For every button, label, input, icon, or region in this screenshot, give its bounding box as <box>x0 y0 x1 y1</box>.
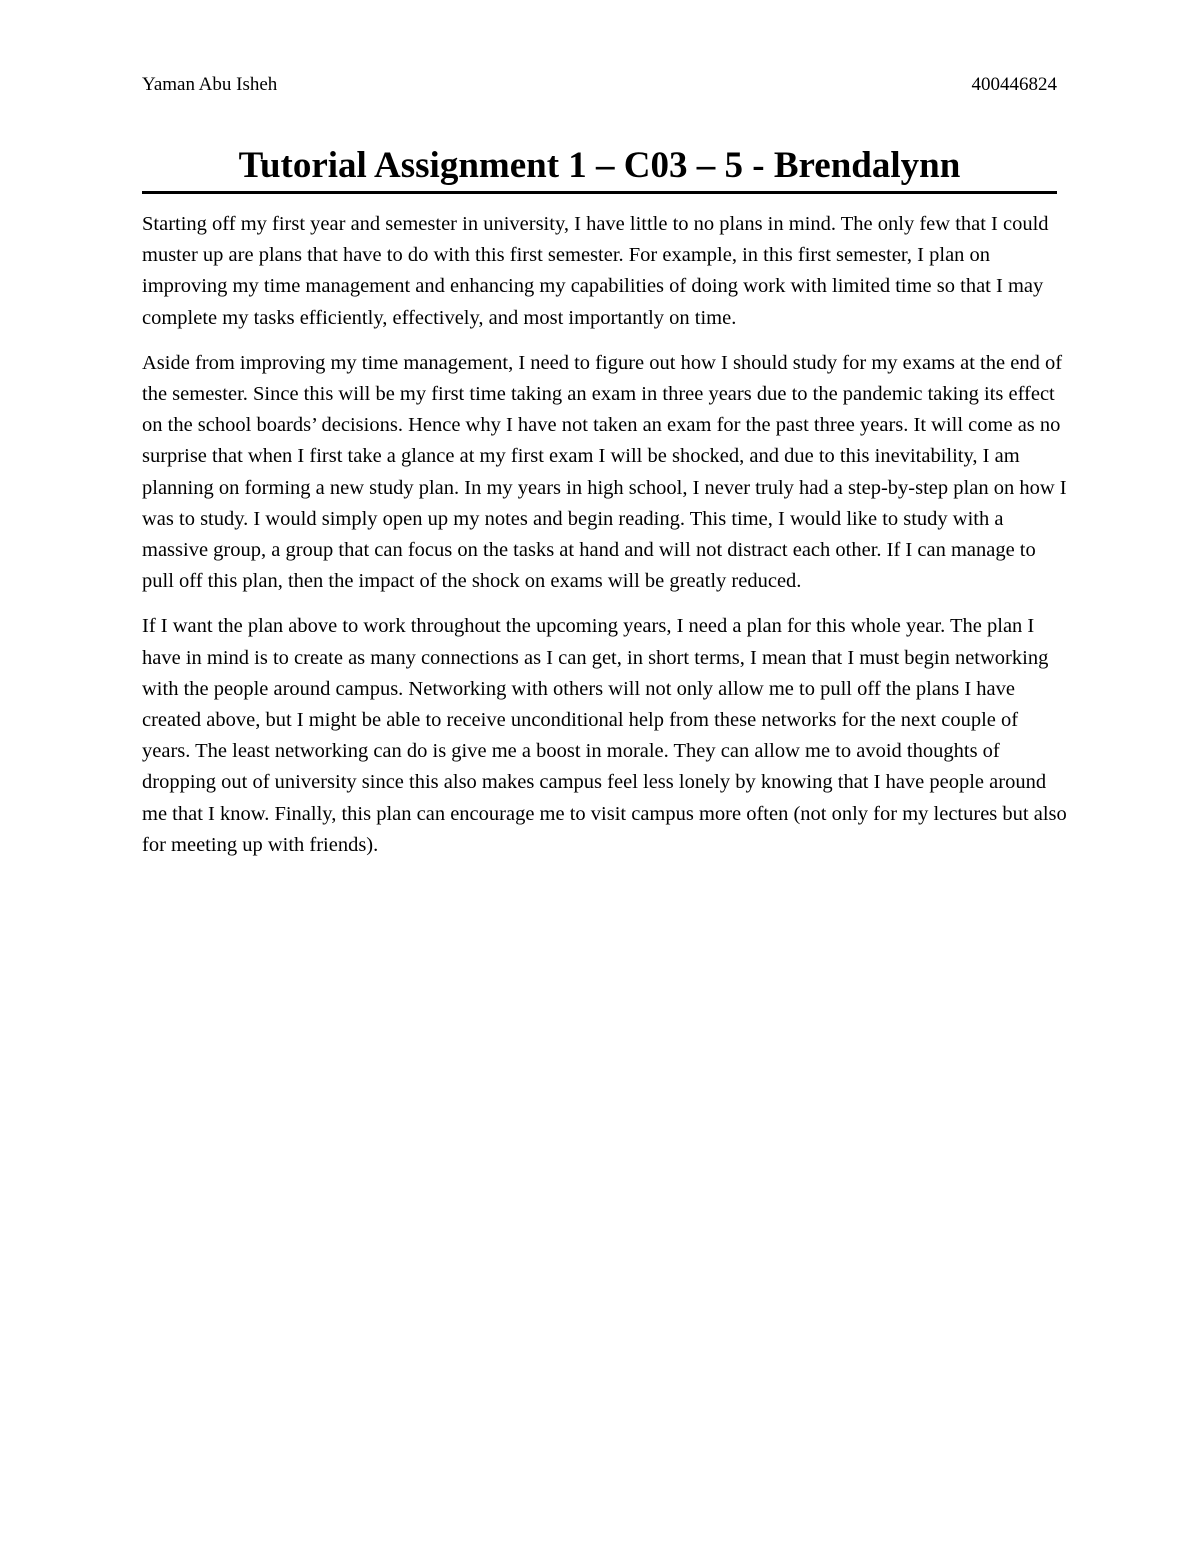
document-body <box>142 209 1067 875</box>
author-name: Yaman Abu Isheh <box>142 74 278 95</box>
paragraph-3: If I want the plan above to work throughout the upcoming years, I need a plan for this whole year. The plan I have in mind is to create as many connections as I can get, in short terms, I mean that I must begin networking with the people around campus. Networking with others will not only allow me to pull off the plans I have created above, but I might be able to receive unconditional help from these networks for the next couple of years. The least networking can do is give me a boost in morale. They can allow me to avoid thoughts of dropping out of university since this also makes campus feel less lonely by knowing that I have people around me that I know. Finally, this plan can encourage me to visit campus more often (not only for my lectures but also for meeting up with friends). <box>142 615 1067 856</box>
paragraph-2: Aside from improving my time management, I need to figure out how I should study for my exams at the end of the semester. Since this will be my first time taking an exam in three years due to the pandemic taking its effect on the school boards’ decisions. Hence why I have not taken an exam for the past three years. It will come as no surprise that when I first take a glance at my first exam I will be shocked, and due to this inevitability, I am planning on forming a new study plan. In my years in high school, I never truly had a step-by-step plan on how I was to study. I would simply open up my notes and begin reading. This time, I would like to study with a massive group, a group that can focus on the tasks at hand and will not distract each other. If I can manage to pull off this plan, then the impact of the shock on exams will be greatly reduced. <box>142 351 1067 593</box>
document-title: Tutorial Assignment 1 – C03 – 5 - Brendalynn <box>142 144 1057 194</box>
page-header <box>142 72 1057 98</box>
student-number: 400446824 <box>971 74 1057 95</box>
paragraph-1: Starting off my first year and semester in university, I have little to no plans in mind. The only few that I could muster up are plans that have to do with this first semester. For example, in this first semester, I plan on improving my time management and enhancing my capabilities of doing work with limited time so that I may complete my tasks efficiently, effectively, and most importantly on time. <box>142 213 1049 329</box>
